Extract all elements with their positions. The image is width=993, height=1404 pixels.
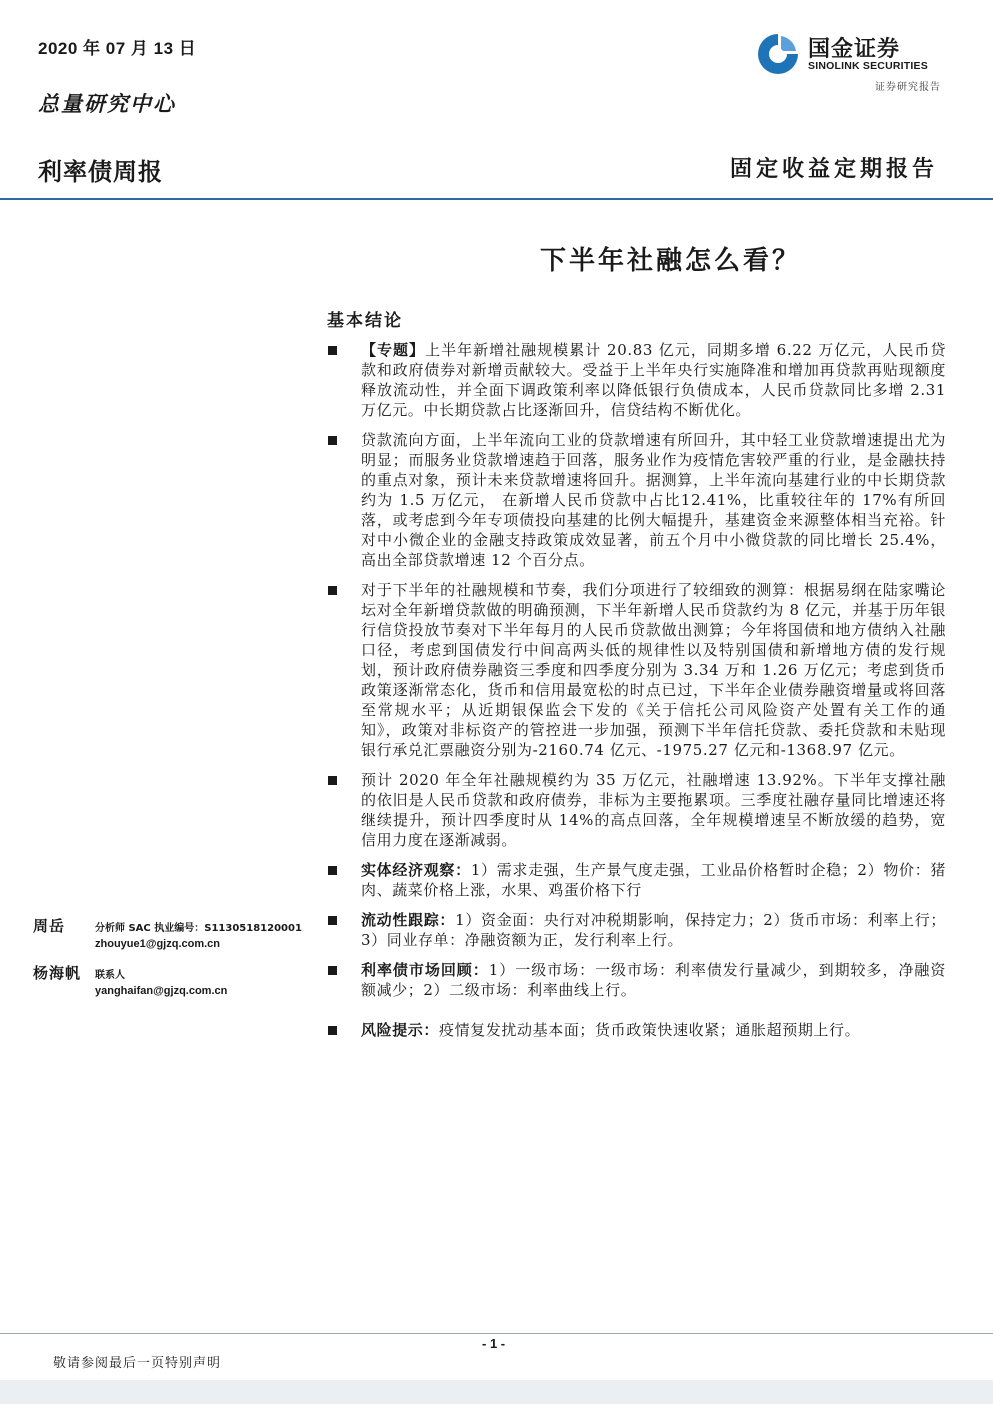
bullet-square-icon [328, 916, 337, 925]
company-logo [756, 32, 944, 80]
section-title: 基本结论 [327, 311, 403, 331]
logo-subtitle: 证券研究报告 [875, 82, 941, 93]
point-lead: 实体经济观察： [361, 861, 471, 879]
list-item [326, 580, 946, 760]
sinolink-logo-icon [756, 32, 800, 76]
bullet-square-icon [328, 346, 337, 355]
author-card [33, 962, 227, 997]
header-divider [0, 198, 993, 200]
report-type: 固定收益定期报告 [729, 156, 938, 182]
list-item [326, 1020, 946, 1040]
logo-name-en: SINOLINK SECURITIES [808, 60, 928, 72]
point-text: 上半年新增社融规模累计 20.83 亿元，同期多增 6.22 万亿元，人民币贷款和政府债券对新增贡献较大。受益于上半年央行实施降准和增加再贷款再贴现额度释放流动性，并全面下调政策利率以降低银行负债成本，人民币贷款同比多增 2.31 万亿元。中长期贷款占比逐渐回升，信贷结构不断优化。 [361, 341, 946, 419]
point-text: 1）一级市场：一级市场：利率债发行量减少，到期较多，净融资额减少；2）二级市场：利率曲线上行。 [361, 961, 946, 999]
author-name: 杨海帆 [33, 964, 82, 982]
point-lead: 【专题】 [361, 341, 426, 359]
point-lead: 利率债市场回顾： [361, 961, 489, 979]
bullet-square-icon [328, 966, 337, 975]
logo-name-cn: 国金证券 [808, 37, 901, 62]
point-text: 疫情复发扰动基本面；货币政策快速收紧；通胀超预期上行。 [439, 1021, 861, 1039]
conclusion-list [326, 340, 946, 1050]
report-date: 2020 年 07 月 13 日 [38, 39, 197, 58]
report-title: 下半年社融怎么看？ [540, 246, 802, 276]
list-item [326, 860, 946, 900]
list-item [326, 910, 946, 950]
point-text: 贷款流向方面，上半年流向工业的贷款增速有所回升，其中轻工业贷款增速提出尤为明显；而服务业贷款增速趋于回落，服务业作为疫情危害较严重的行业，是金融扶持的重点对象，预计未来贷款增速将回升。据测算，上半年流向基建行业的中长期贷款约为 1.5 万亿元， 在新增人民币贷款中占比12.41%，比重较往年的 17%有所回落，或考虑到今年专项债投向基建的比例大幅提升，基建资金来源整体相当充裕。针对中小微企业的金融支持政策成效显著，前五个月中小微贷款的同比增长 25.4%，高出全部贷款增速 12 个百分点。 [361, 431, 946, 569]
author-name: 周岳 [33, 917, 66, 935]
disclaimer-note: 敬请参阅最后一页特别声明 [53, 1356, 222, 1371]
report-series: 利率债周报 [38, 159, 163, 186]
list-item [326, 960, 946, 1000]
department-name: 总量研究中心 [38, 91, 176, 116]
point-text: 预计 2020 年全年社融规模约为 35 万亿元，社融增速 13.92%。下半年支撑社融的依旧是人民币贷款和政府债券，非标为主要拖累项。三季度社融存量同比增速还将继续提升，预计四季度时从 14%的高点回落，全年规模增速呈不断放缓的趋势，宽信用力度在逐渐减弱。 [361, 771, 946, 849]
bullet-square-icon [328, 586, 337, 595]
point-text: 1）资金面：央行对冲税期影响，保持定力；2）货币市场：利率上行；3）同业存单：净融资额为正，发行利率上行。 [361, 911, 946, 949]
author-role: 分析师 SAC 执业编号：S1130518120001 [95, 923, 302, 934]
bullet-square-icon [328, 776, 337, 785]
author-email[interactable]: yanghaifan@gjzq.com.cn [95, 985, 228, 997]
bottom-band [0, 1380, 993, 1404]
author-card [33, 915, 302, 950]
point-text: 对于下半年的社融规模和节奏，我们分项进行了较细致的测算：根据易纲在陆家嘴论坛对全年新增贷款做的明确预测，下半年新增人民币贷款约为 8 亿元，并基于历年银行信贷投放节奏对下半年每月的人民币贷款做出测算；今年将国债和地方债纳入社融口径，考虑到国债发行中间高两头低的规律性以及特别国债和新增地方债的发行规划，预计政府债券融资三季度和四季度分别为 3.34 万和 1.26 万亿元；考虑到货币政策逐渐常态化，货币和信用最宽松的时点已过，下半年企业债券融资增量或将回落至常规水平；从近期银保监会下发的《关于信托公司风险资产处置有关工作的通知》，政策对非标资产的管控进一步加强，预测下半年信托贷款、委托贷款和未贴现银行承兑汇票融资分别为-2160.74 亿元、-1975.27 亿元和-1368.97 亿元。 [361, 581, 946, 759]
author-role: 联系人 [95, 970, 125, 981]
bullet-square-icon [328, 436, 337, 445]
bullet-square-icon [328, 1026, 337, 1035]
point-text: 1）需求走强，生产景气度走强，工业品价格暂时企稳；2）物价：猪肉、蔬菜价格上涨，水果、鸡蛋价格下行 [361, 861, 946, 899]
author-email[interactable]: zhouyue1@gjzq.com.cn [95, 938, 221, 950]
page-number: - 1 - [482, 1336, 506, 1351]
footer-divider [0, 1333, 993, 1334]
list-item [326, 430, 946, 570]
bullet-square-icon [328, 866, 337, 875]
point-lead: 流动性跟踪： [361, 911, 456, 929]
point-lead: 风险提示： [361, 1021, 440, 1039]
list-item [326, 340, 946, 420]
list-item [326, 770, 946, 850]
